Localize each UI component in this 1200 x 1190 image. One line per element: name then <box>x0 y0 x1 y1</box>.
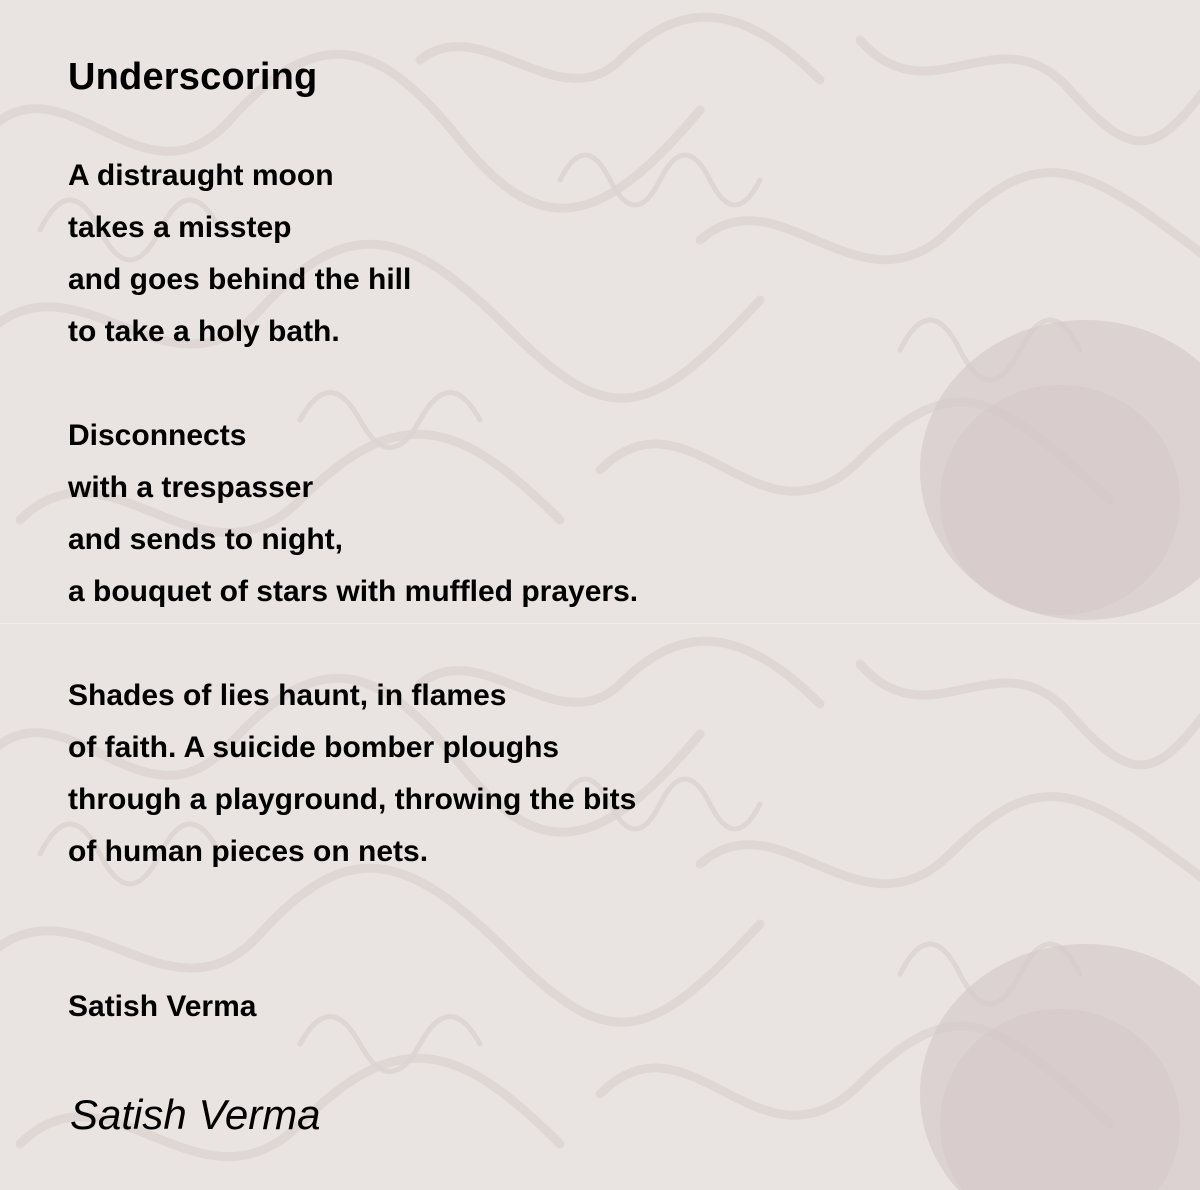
poem-line: with a trespasser <box>68 471 314 504</box>
poem-line: Shades of lies haunt, in flames <box>68 679 507 712</box>
poem-line: and sends to night, <box>68 523 343 556</box>
poem-line: a bouquet of stars with muffled prayers. <box>68 575 639 608</box>
poem-line: Disconnects <box>68 419 247 452</box>
poem-line: A distraught moon <box>68 159 334 192</box>
poem-author: Satish Verma <box>68 990 257 1023</box>
poem-line: of faith. A suicide bomber ploughs <box>68 731 560 764</box>
stanza-2 <box>68 410 828 618</box>
poem-title: Underscoring <box>68 56 318 98</box>
poem-line: and goes behind the hill <box>68 263 412 296</box>
poem-line: takes a misstep <box>68 211 292 244</box>
author-signature: Satish Verma <box>70 1091 321 1138</box>
poem-body <box>68 150 828 930</box>
poem-line: of human pieces on nets. <box>68 835 429 868</box>
stanza-3 <box>68 670 828 878</box>
stanza-1 <box>68 150 828 358</box>
poem-line: to take a holy bath. <box>68 315 340 348</box>
poem-line: through a playground, throwing the bits <box>68 783 637 816</box>
